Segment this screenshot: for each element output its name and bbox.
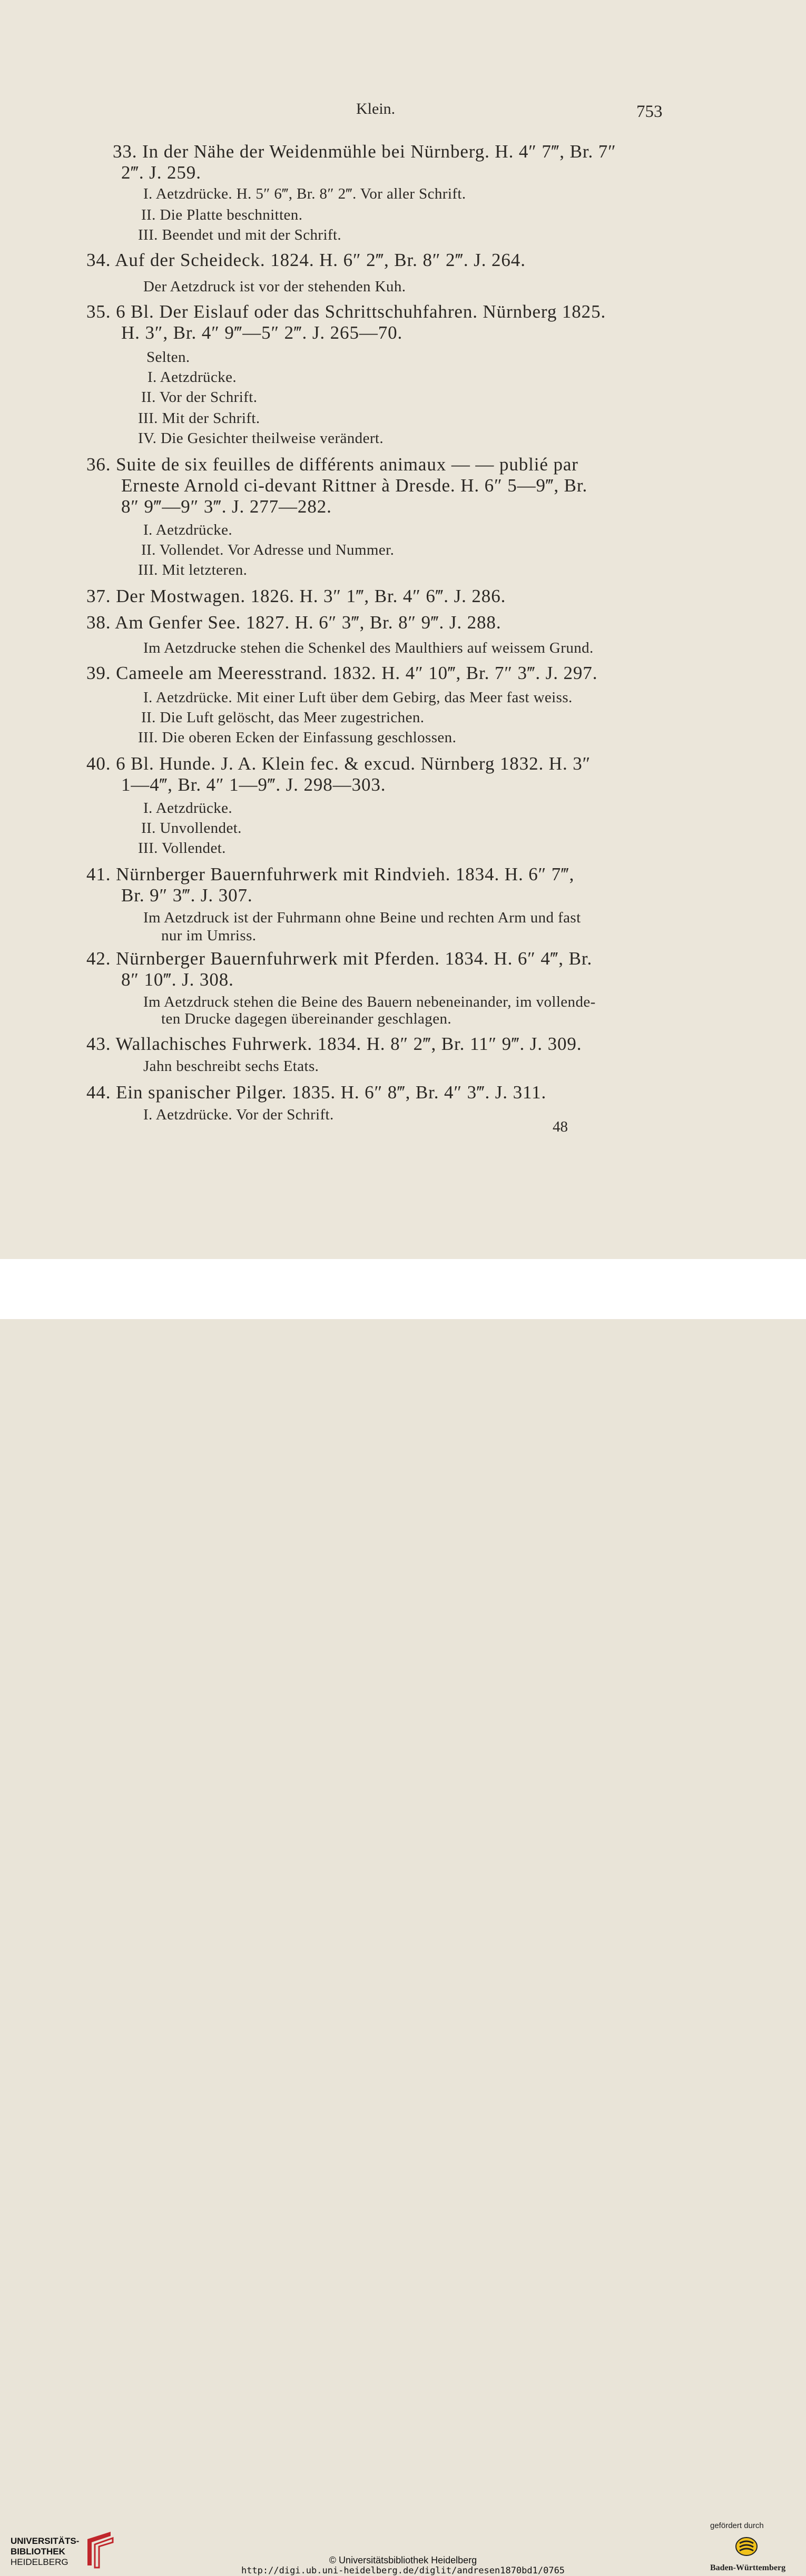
entry-36-line-1: 36. Suite de six feuilles de différents animaux — — publié par [86,454,578,475]
entry-35-line-1: 35. 6 Bl. Der Eislauf oder das Schrittschuhfahren. Nürnberg 1825. [86,301,606,322]
entry-39-state-1: I. Aetzdrücke. Mit einer Luft über dem Gebirg, das Meer fast weiss. [143,689,573,706]
entry-40-state-1: I. Aetzdrücke. [143,800,233,817]
funder-name: Baden-Württemberg [710,2563,786,2572]
entry-35-state-1: I. Aetzdrücke. [148,369,237,386]
entry-35-note: Selten. [146,349,190,366]
entry-34-note: Der Aetzdruck ist vor der stehenden Kuh. [143,278,406,295]
library-name-line-3: HEIDELBERG [11,2557,68,2567]
entry-42-note-1: Im Aetzdruck stehen die Beine des Bauern nebeneinander, im vollende- [143,994,596,1010]
baden-wuerttemberg-crest-icon [733,2533,760,2559]
entry-39-state-2: II. Die Luft gelöscht, das Meer zugestrichen. [141,709,425,726]
entry-38-note: Im Aetzdrucke stehen die Schenkel des Maulthiers auf weissem Grund. [143,640,594,656]
entry-36-state-3: III. Mit letzteren. [138,562,248,578]
copyright-notice: © Universitätsbibliothek Heidelberg [329,2555,477,2565]
entry-33-state-1: I. Aetzdrücke. H. 5″ 6‴, Br. 8″ 2‴. Vor aller Schrift. [143,185,466,202]
entry-41-line-2: Br. 9″ 3‴. J. 307. [121,885,253,906]
entry-40-line-2: 1—4‴, Br. 4″ 1—9‴. J. 298—303. [121,774,386,795]
entry-36-line-2: Erneste Arnold ci-devant Rittner à Dresde. H. 6″ 5—9‴, Br. [121,475,588,496]
entry-35-line-2: H. 3″, Br. 4″ 9‴—5″ 2‴. J. 265—70. [121,322,403,343]
entry-42-line-1: 42. Nürnberger Bauernfuhrwerk mit Pferden. 1834. H. 6″ 4‴, Br. [86,948,593,969]
entry-36-line-3: 8″ 9‴—9″ 3‴. J. 277—282. [121,496,332,517]
entry-41-line-1: 41. Nürnberger Bauernfuhrwerk mit Rindvieh. 1834. H. 6″ 7‴, [86,864,575,884]
entry-43-note: Jahn beschreibt sechs Etats. [143,1058,319,1075]
library-name-line-2: BIBLIOTHEK [11,2546,65,2557]
entry-33-line-1: 33. In der Nähe der Weidenmühle bei Nürnberg. H. 4″ 7‴, Br. 7″ [113,141,616,162]
footer-bar [0,1259,806,2576]
entry-34-line-1: 34. Auf der Scheideck. 1824. H. 6″ 2‴, Br. 8″ 2‴. J. 264. [86,250,526,270]
entry-40-line-1: 40. 6 Bl. Hunde. J. A. Klein fec. & excud. Nürnberg 1832. H. 3″ [86,753,591,774]
entry-35-state-3: III. Mit der Schrift. [138,410,260,427]
entry-42-line-2: 8″ 10‴. J. 308. [121,969,234,990]
entry-33-line-2: 2‴. J. 259. [121,162,201,183]
entry-44-line-1: 44. Ein spanischer Pilger. 1835. H. 6″ 8‴, Br. 4″ 3‴. J. 311. [86,1082,547,1103]
page-number: 753 [636,102,663,121]
entry-40-state-3: III. Vollendet. [138,840,226,857]
entry-36-state-1: I. Aetzdrücke. [143,522,233,538]
entry-33-state-3: III. Beendet und mit der Schrift. [138,227,342,243]
funded-by-label: gefördert durch [710,2521,764,2530]
entry-44-state-1: I. Aetzdrücke. Vor der Schrift. [143,1106,334,1123]
entry-37-line-1: 37. Der Mostwagen. 1826. H. 3″ 1‴, Br. 4″ 6‴. J. 286. [86,586,506,606]
entry-43-line-1: 43. Wallachisches Fuhrwerk. 1834. H. 8″ 2‴, Br. 11″ 9‴. J. 309. [86,1034,582,1054]
entry-42-note-2: ten Drucke dagegen übereinander geschlagen. [161,1010,452,1027]
entry-35-state-2: II. Vor der Schrift. [141,389,258,406]
entry-41-note-1: Im Aetzdruck ist der Fuhrmann ohne Beine und rechten Arm und fast [143,909,581,926]
running-header: Klein. [356,100,396,117]
entry-41-note-2: nur im Umriss. [161,927,257,944]
entry-40-state-2: II. Unvollendet. [141,820,242,837]
entry-39-state-3: III. Die oberen Ecken der Einfassung geschlossen. [138,729,457,746]
entry-33-state-2: II. Die Platte beschnitten. [141,207,303,223]
entry-39-line-1: 39. Cameele am Meeresstrand. 1832. H. 4″ 10‴, Br. 7″ 3‴. J. 297. [86,663,598,683]
signature-mark: 48 [553,1118,568,1135]
entry-38-line-1: 38. Am Genfer See. 1827. H. 6″ 3‴, Br. 8″ 9‴. J. 288. [86,612,502,633]
source-url[interactable]: http://digi.ub.uni-heidelberg.de/diglit/andresen1870bd1/0765 [241,2565,565,2576]
entry-36-state-2: II. Vollendet. Vor Adresse und Nummer. [141,542,395,558]
library-name-line-1: UNIVERSITÄTS- [11,2536,80,2546]
scanned-page [0,0,806,1259]
entry-35-state-4: IV. Die Gesichter theilweise verändert. [138,430,384,447]
